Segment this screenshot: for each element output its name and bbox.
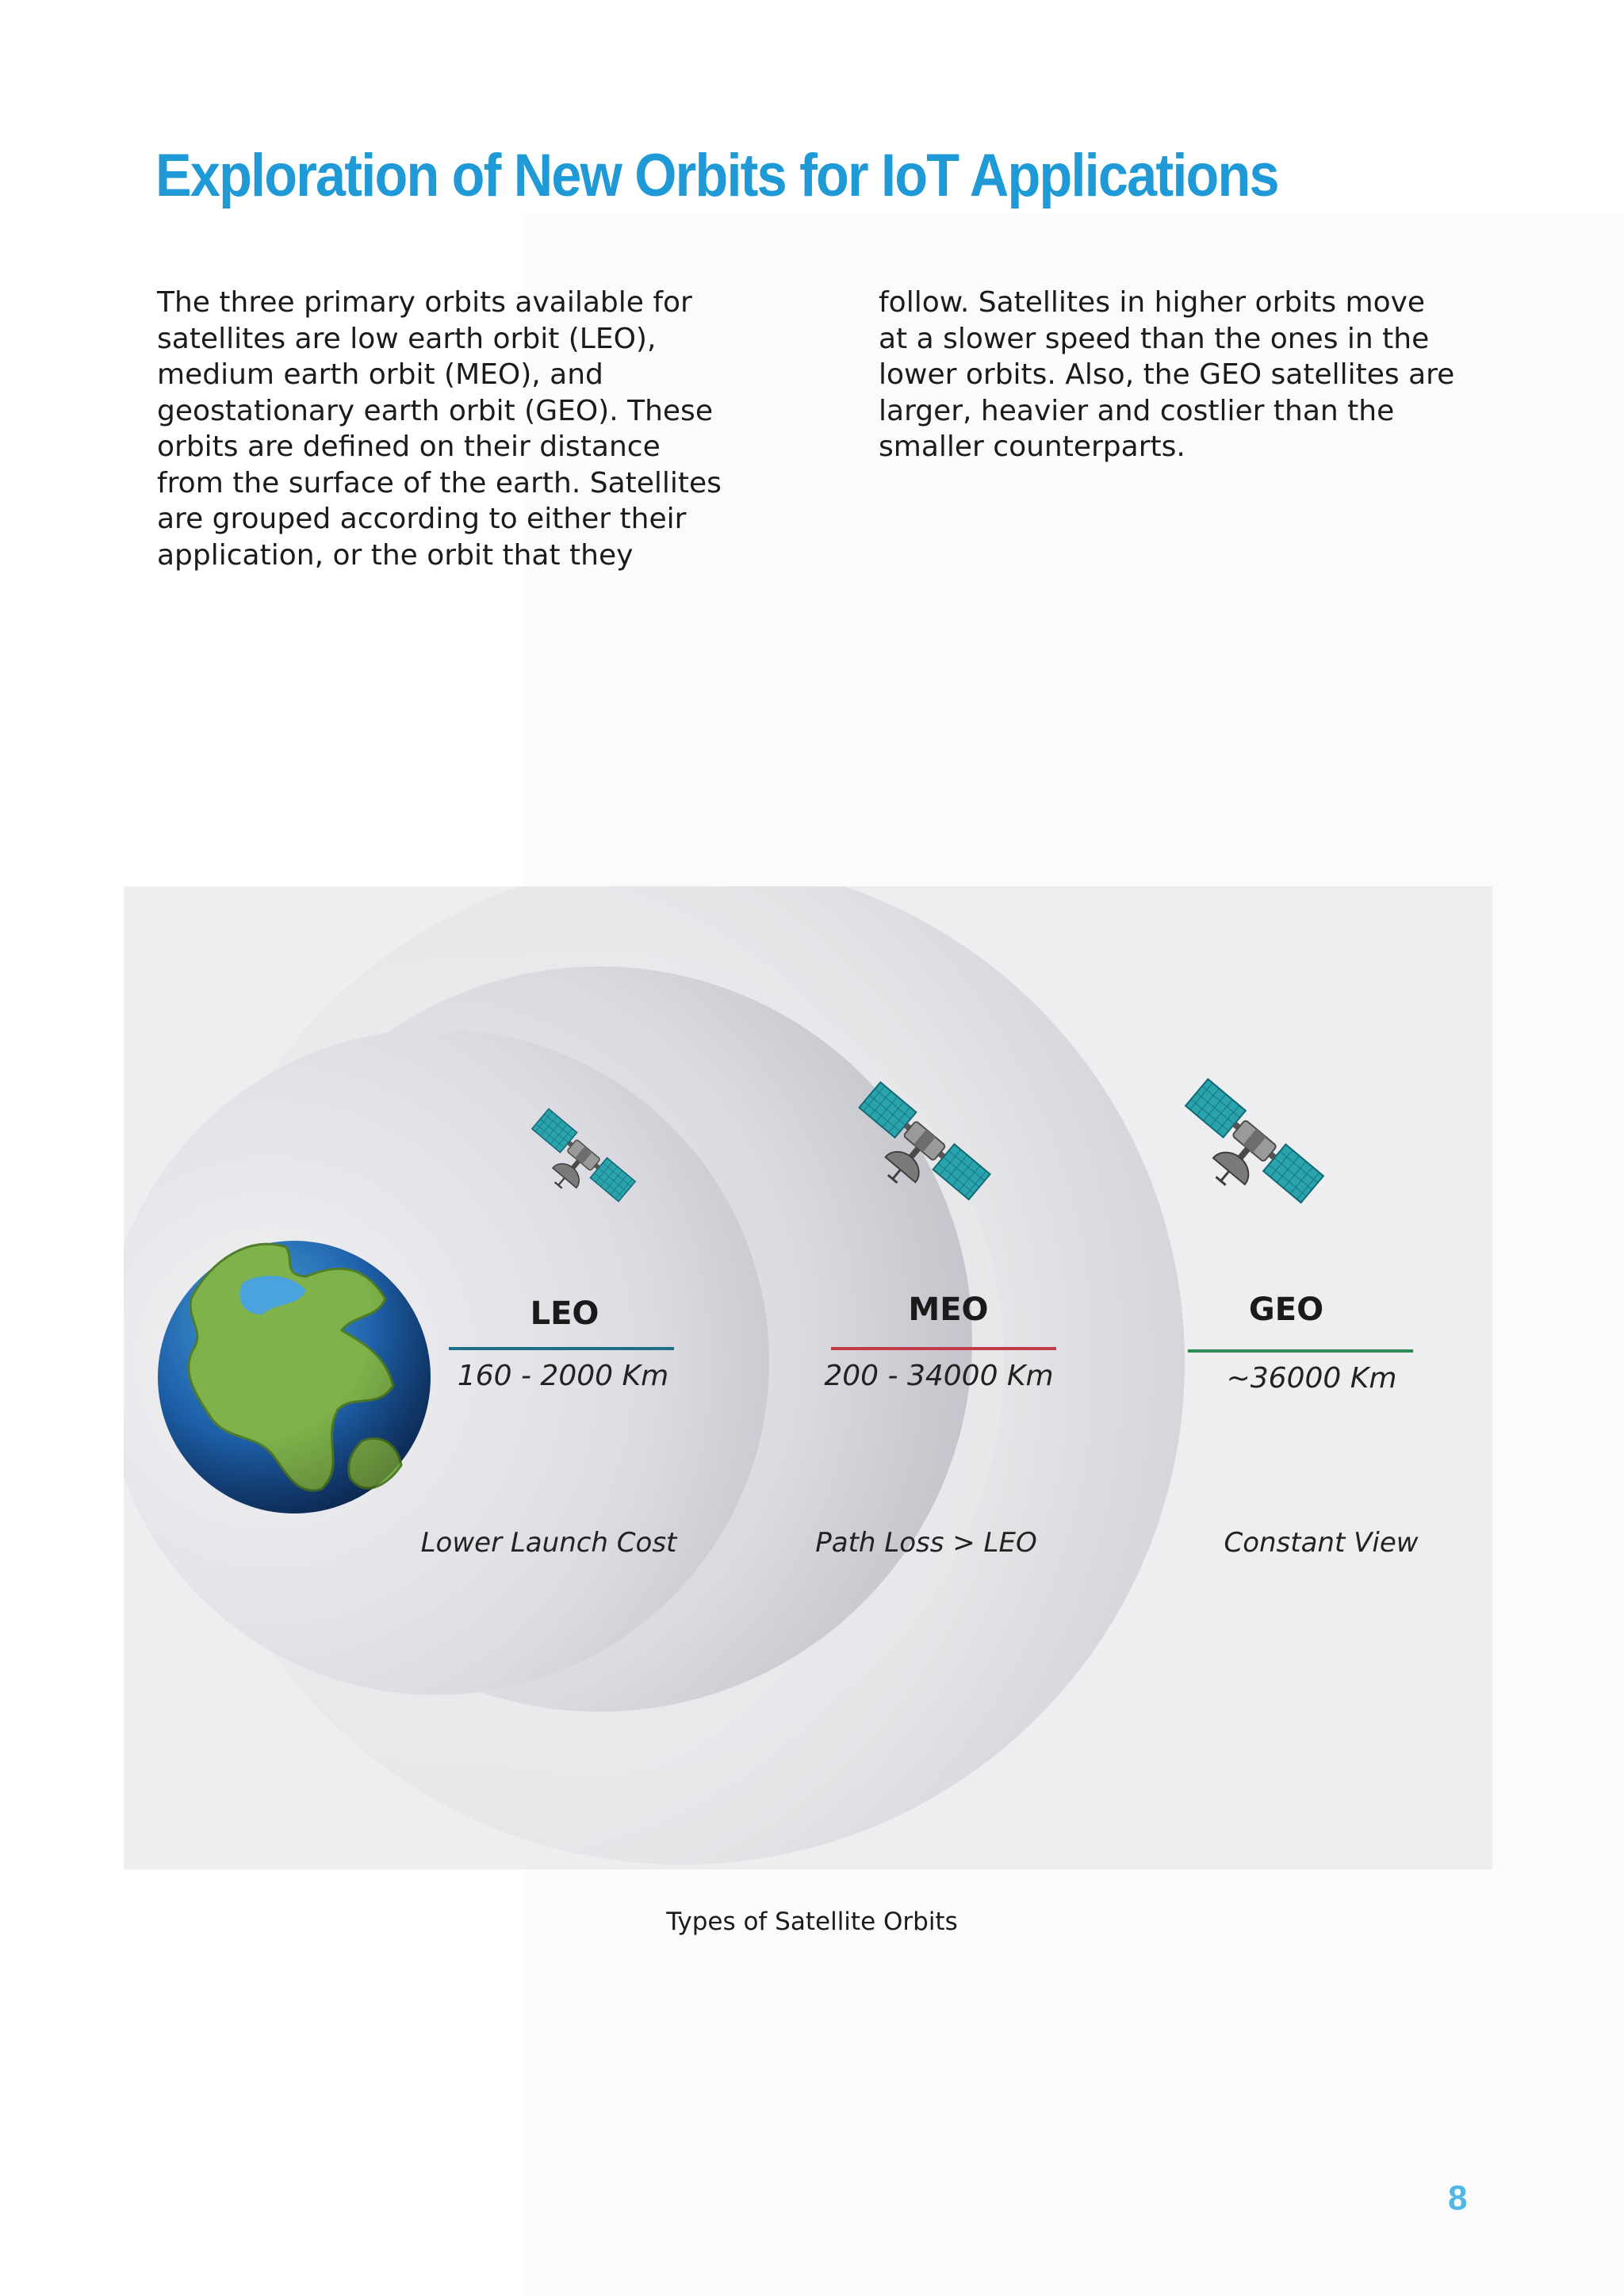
geo-label: GEO [1248, 1292, 1324, 1328]
body-line: are grouped according to either their [157, 503, 687, 535]
body-line: from the surface of the earth. Satellites [157, 466, 722, 499]
leo-range: 160 - 2000 Km [457, 1360, 669, 1392]
leo-feature: Lower Launch Cost [420, 1527, 677, 1559]
body-text-left-column [157, 285, 760, 573]
meo-range: 200 - 34000 Km [824, 1360, 1054, 1392]
body-line: follow. Satellites in higher orbits move [879, 286, 1426, 319]
body-line: satellites are low earth orbit (LEO), [157, 322, 657, 355]
body-text-right-column [879, 285, 1481, 465]
body-line: larger, heavier and costlier than the [879, 394, 1395, 427]
body-line: orbits are defined on their distance [157, 430, 661, 463]
meo-label: MEO [908, 1292, 989, 1328]
geo-range: ~36000 Km [1226, 1362, 1397, 1395]
body-line: at a slower speed than the ones in the [879, 322, 1430, 355]
earth-globe-icon [158, 1241, 431, 1513]
meo-feature: Path Loss > LEO [815, 1527, 1037, 1559]
page-number: 8 [1448, 2179, 1468, 2218]
geo-satellite-icon [1163, 1079, 1323, 1230]
leo-label: LEO [530, 1295, 599, 1332]
geo-feature: Constant View [1224, 1527, 1419, 1559]
body-line: lower orbits. Also, the GEO satellites are [879, 358, 1455, 391]
body-line: smaller counterparts. [879, 430, 1185, 463]
page-title: Exploration of New Orbits for IoT Applications [155, 142, 1278, 209]
body-line: geostationary earth orbit (GEO). These [157, 394, 713, 427]
body-line: medium earth orbit (MEO), and [157, 358, 603, 391]
body-line: application, or the orbit that they [157, 538, 634, 572]
figure-caption: Types of Satellite Orbits [666, 1908, 958, 1936]
orbit-types-figure [124, 886, 1492, 1869]
body-line: The three primary orbits available for [157, 286, 692, 319]
